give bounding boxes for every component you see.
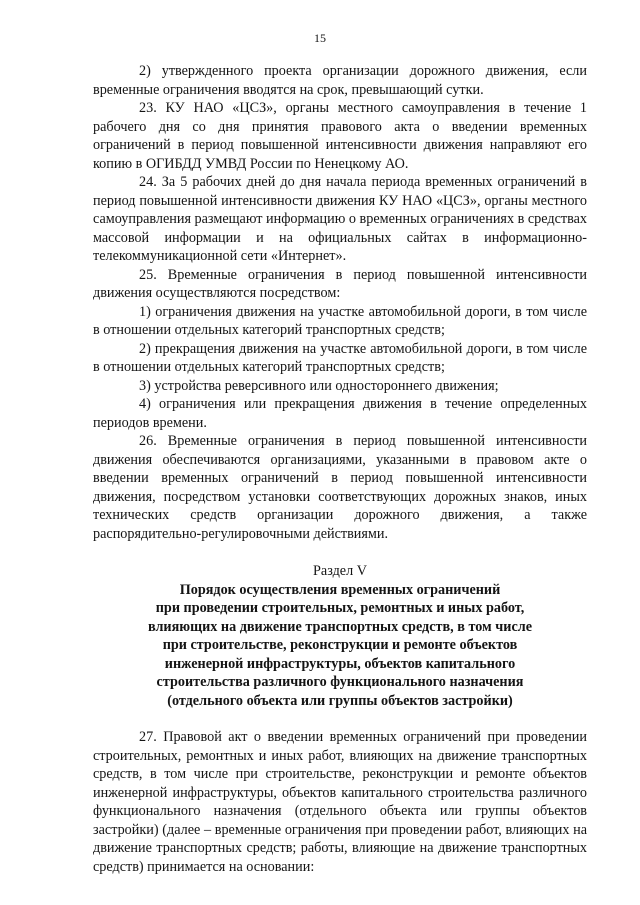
- section-title-line: (отдельного объекта или группы объектов застройки): [167, 692, 513, 709]
- paragraph-item-2: 2) утвержденного проекта организации дорожного движения, если временные ограничения вводятся на срок, превышающий сутки.: [93, 63, 587, 98]
- paragraph-25-item-3: 3) устройства реверсивного или одностороннего движения;: [139, 377, 499, 394]
- paragraph-25: 25. Временные ограничения в период повышенной интенсивности движения осуществляются посредством:: [93, 266, 587, 301]
- section-title-line: инженерной инфраструктуры, объектов капитального: [164, 655, 516, 672]
- paragraph-25-item-4: 4) ограничения или прекращения движения в течение определенных периодов времени.: [93, 396, 587, 431]
- paragraph-27: 27. Правовой акт о введении временных ограничений при проведении строительных, ремонтных и иных работ, влияющих на движение транспортных средств, в том числе при строительстве, реконструкции и ремонте объектов инженерной инфраструктуры, объектов капитального строительства различного функционального назначения (отдельного объекта или группы объектов застройки) (далее – временные ограничения при проведении работ, влияющих на движение транспортных средств; работы, влияющие на движение транспортных средств) принимается на основании:: [93, 729, 587, 875]
- paragraph-24: 24. За 5 рабочих дней до дня начала периода временных ограничений в период повышенной интенсивности движения КУ НАО «ЦСЗ», органы местного самоуправления размещают информацию о временных ограничениях в средствах массовой информации и на официальных сайтах в информационно-телекоммуникационной сети «Интернет».: [93, 174, 587, 264]
- section-label: Раздел V: [313, 563, 367, 579]
- section-title-line: строительства различного функционального назначения: [156, 674, 524, 690]
- section-heading: [93, 562, 587, 710]
- section-title-line: при строительстве, реконструкции и ремонте объектов: [162, 637, 518, 653]
- paragraph-25-item-2: 2) прекращения движения на участке автомобильной дороги, в том числе в отношении отдельных категорий транспортных средств;: [93, 340, 587, 375]
- page-number: 15: [314, 31, 326, 45]
- paragraph-26: 26. Временные ограничения в период повышенной интенсивности движения обеспечиваются организациями, указанными в правовом акте о введении временных ограничений в период повышенной интенсивности движения, посредством установки соответствующих дорожных знаков, иных технических средств организации дорожного движения, а также распорядительно-регулировочными действиями.: [93, 433, 587, 542]
- section-title-line: при проведении строительных, ремонтных и иных работ,: [155, 600, 525, 616]
- section-title-line: Порядок осуществления временных ограничений: [179, 581, 501, 598]
- section-title: [93, 581, 587, 711]
- paragraph-25-item-1: 1) ограничения движения на участке автомобильной дороги, в том числе в отношении отдельных категорий транспортных средств;: [93, 303, 587, 338]
- paragraph-23: 23. КУ НАО «ЦСЗ», органы местного самоуправления в течение 1 рабочего дня со дня принятия правового акта о введении временных ограничений в период повышенной интенсивности движения направляют его копию в ОГИБДД УМВД России по Ненецкому АО.: [93, 100, 587, 172]
- section-title-line: влияющих на движение транспортных средств, в том числе: [147, 618, 533, 635]
- document-body: [93, 62, 587, 876]
